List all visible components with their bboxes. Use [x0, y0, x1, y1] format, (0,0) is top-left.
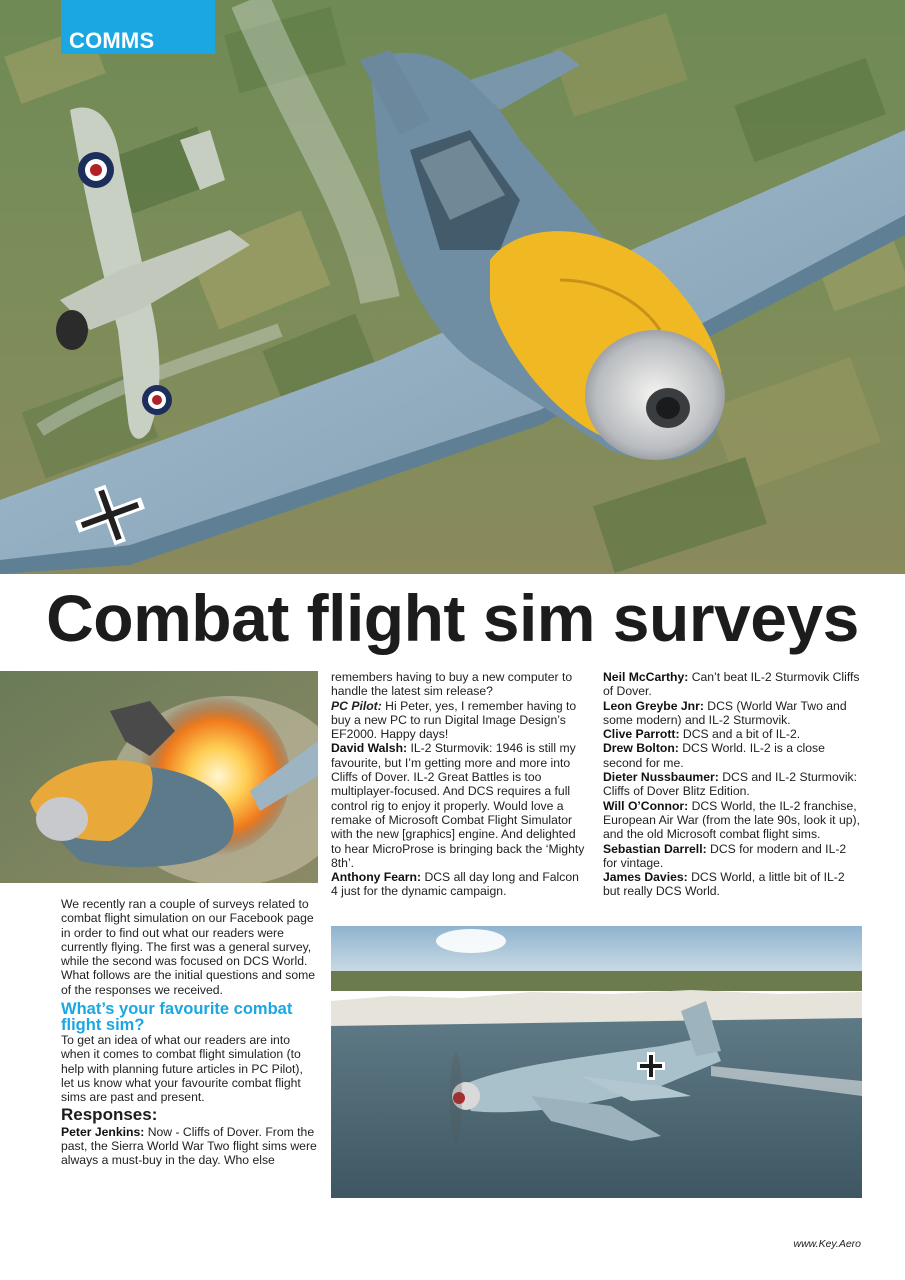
response-text: DCS (World War Two and some modern) and IL-2 Sturmovik.	[603, 698, 847, 727]
hero-photo	[0, 0, 905, 574]
response-text: DCS World. IL-2 is a close second for me.	[603, 741, 825, 770]
cliffs-aircraft-photo	[331, 926, 862, 1198]
response-item	[603, 727, 863, 741]
response-item	[603, 842, 863, 871]
response-name: Drew Bolton:	[603, 741, 679, 756]
response-name: Sebastian Darrell:	[603, 841, 707, 856]
responses-heading: Responses:	[61, 1104, 158, 1124]
response-item	[603, 741, 863, 770]
column-2	[331, 670, 586, 899]
response-text: remembers having to buy a new computer to handle the latest sim release?	[331, 670, 573, 699]
response-name: David Walsh:	[331, 741, 408, 756]
response-item	[603, 670, 863, 699]
response-item	[603, 699, 863, 728]
response-text: Now - Cliffs of Dover. From the past, the Sierra World War Two flight sims were always a must-buy in the day. Who else	[61, 1124, 317, 1168]
response-name: Will O’Connor:	[603, 798, 689, 813]
response-name: Anthony Fearn:	[331, 870, 422, 885]
response-item	[603, 870, 863, 899]
response-text: DCS and IL-2 Sturmovik: Cliffs of Dover Blitz Edition.	[603, 770, 858, 799]
response-text: DCS all day long and Falcon 4 just for the dynamic campaign.	[331, 870, 579, 899]
response-name: Clive Parrott:	[603, 727, 680, 742]
question-body: To get an idea of what our readers are into when it comes to combat flight simulation (to help with planning future articles in PC Pilot), let us know what your favourite combat flight sims are past and present.	[61, 1033, 303, 1105]
response-text: IL-2 Sturmovik: 1946 is still my favourite, but I’m getting more and more into Cliffs of Dover. IL-2 Great Battles is too multiplayer-focused. And DCS requires a full control rig to enjoy it properly. Would love a remake of Microsoft Combat Flight Simulator with the new [graphics] engine. And delighted to hear MicroProse is bringing back the ‘Mighty 8th’.	[331, 741, 585, 870]
response-name: James Davies:	[603, 870, 688, 885]
response-text: DCS and a bit of IL-2.	[679, 727, 801, 742]
column-3	[603, 670, 863, 899]
response-item	[603, 770, 863, 799]
section-tag-label: COMMS	[69, 28, 155, 53]
response-name: Leon Greybe Jnr:	[603, 698, 704, 713]
column-1	[61, 897, 318, 1167]
response-name: Peter Jenkins:	[61, 1124, 145, 1139]
intro-paragraph: We recently ran a couple of surveys related to combat flight simulation on our Facebook page in order to find out what our readers were currently flying. The first was a general survey, while the second was focused on DCS World. What follows are the initial questions and some of the responses we received.	[61, 897, 316, 997]
question-heading: What’s your favourite combat flight sim?	[61, 1000, 293, 1035]
footer-url: www.Key.Aero	[793, 1238, 861, 1250]
section-tag	[61, 0, 215, 54]
response-name: Neil McCarthy:	[603, 670, 689, 684]
response-name: Dieter Nussbaumer:	[603, 770, 719, 785]
burning-aircraft-photo	[0, 671, 318, 883]
response-text: Hi Peter, yes, I remember having to buy a new PC to run Digital Image Design’s EF2000. Happy days!	[331, 698, 577, 742]
response-name: PC Pilot:	[331, 698, 382, 713]
response-item	[331, 741, 586, 870]
response-text: Can’t beat IL-2 Sturmovik Cliffs of Dover.	[603, 670, 860, 699]
response-item	[331, 699, 586, 742]
response-text: DCS World, a little bit of IL-2 but really DCS World.	[603, 870, 845, 899]
response-item	[331, 870, 586, 899]
response-item	[61, 1125, 318, 1168]
response-text: DCS for modern and IL-2 for vintage.	[603, 841, 847, 870]
page-title: Combat flight sim surveys	[46, 581, 859, 655]
response-item	[331, 670, 586, 699]
response-text: DCS World, the IL-2 franchise, European Air War (from the late 90s, look it up), and the old Microsoft combat flight sims.	[603, 798, 860, 842]
response-item	[603, 799, 863, 842]
